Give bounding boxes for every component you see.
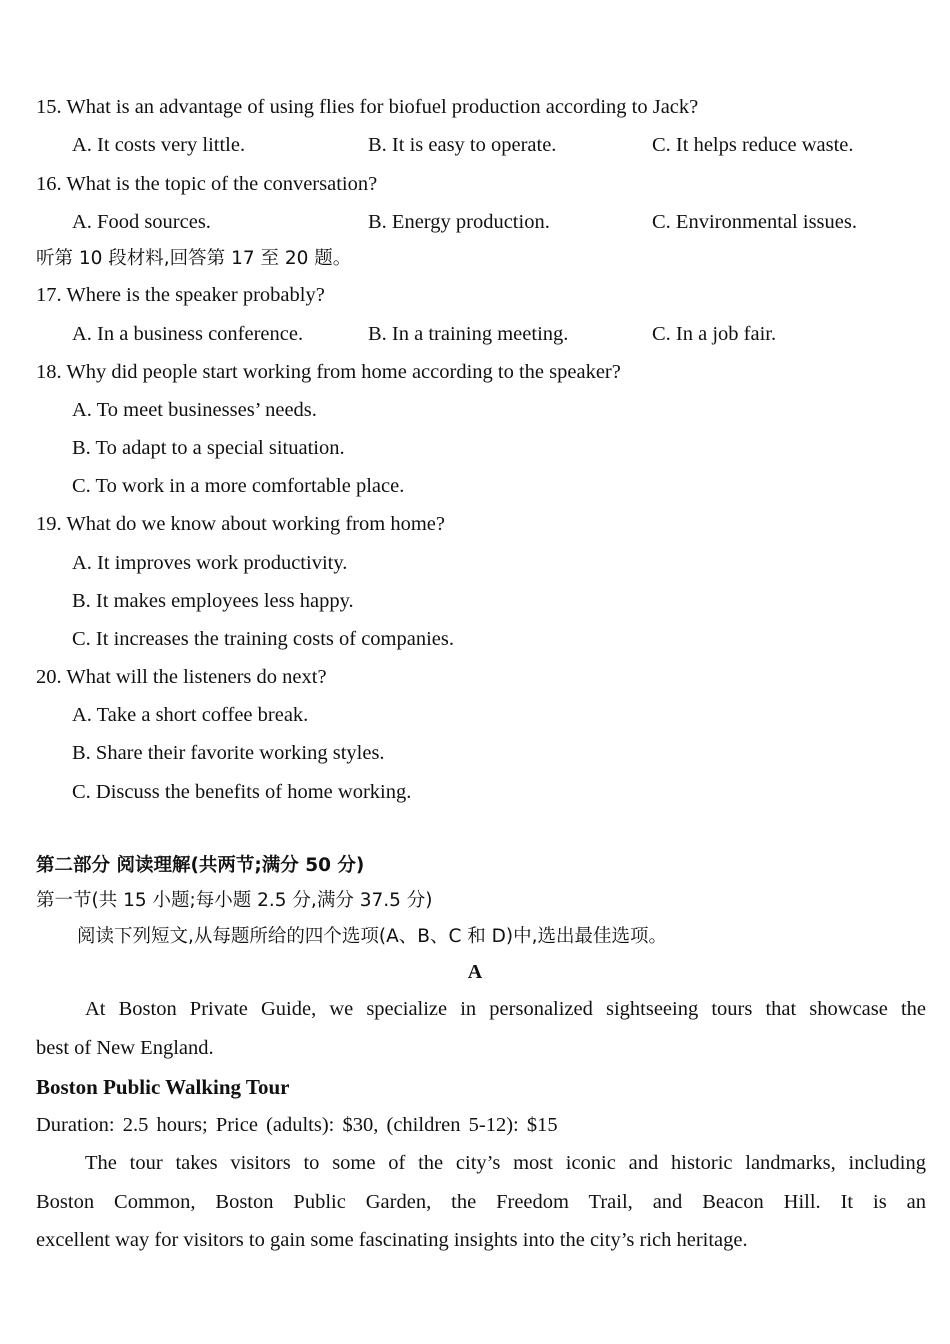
question-17-option-c: C. In a job fair. <box>652 323 777 345</box>
tour-description-line-3: excellent way for visitors to gain some fascinating insights into the city’s rich heritage. <box>36 1229 748 1251</box>
question-15-option-b: B. It is easy to operate. <box>368 134 557 156</box>
question-19-stem: 19. What do we know about working from home? <box>36 513 445 535</box>
question-16-option-a: A. Food sources. <box>72 211 211 233</box>
question-20-stem: 20. What will the listeners do next? <box>36 666 327 688</box>
question-15-option-c: C. It helps reduce waste. <box>652 134 854 156</box>
passage-intro-line-2: best of New England. <box>36 1036 214 1059</box>
question-16-stem: 16. What is the topic of the conversation? <box>36 173 378 195</box>
tour-duration-price: Duration: 2.5 hours; Price (adults): $30, (children 5-12): $15 <box>36 1114 558 1136</box>
passage-label: A <box>467 961 483 983</box>
listening-section-10-instruction: 听第 10 段材料,回答第 17 至 20 题。 <box>36 248 352 269</box>
question-17-stem: 17. Where is the speaker probably? <box>36 284 325 306</box>
question-18-option-c: C. To work in a more comfortable place. <box>72 475 405 497</box>
question-18-option-a: A. To meet businesses’ needs. <box>72 399 317 421</box>
part-2-section-1-heading: 第一节(共 15 小题;每小题 2.5 分,满分 37.5 分) <box>36 890 433 911</box>
question-17-option-a: A. In a business conference. <box>72 323 304 345</box>
question-15-stem: 15. What is an advantage of using flies for biofuel production according to Jack? <box>36 96 699 118</box>
passage-intro <box>36 990 926 1067</box>
question-20-option-c: C. Discuss the benefits of home working. <box>72 781 412 803</box>
tour-description <box>36 1144 926 1260</box>
tour-description-line-1: The tour takes visitors to some of the city’s most iconic and historic landmarks, including <box>85 1152 926 1174</box>
question-20-option-b: B. Share their favorite working styles. <box>72 742 385 764</box>
question-18-option-b: B. To adapt to a special situation. <box>72 437 345 459</box>
tour-title: Boston Public Walking Tour <box>36 1075 290 1099</box>
question-16-option-b: B. Energy production. <box>368 211 550 233</box>
part-2-instruction: 阅读下列短文,从每题所给的四个选项(A、B、C 和 D)中,选出最佳选项。 <box>77 926 667 947</box>
tour-description-line-2: Boston Common, Boston Public Garden, the Freedom Trail, and Beacon Hill. It is an <box>36 1190 926 1213</box>
passage-intro-line-1: At Boston Private Guide, we specialize in personalized sightseeing tours that showcase the <box>85 998 926 1020</box>
question-19-option-c: C. It increases the training costs of companies. <box>72 628 454 650</box>
question-19-option-b: B. It makes employees less happy. <box>72 590 354 612</box>
question-19-option-a: A. It improves work productivity. <box>72 552 348 574</box>
question-16-option-c: C. Environmental issues. <box>652 211 857 233</box>
question-17-option-b: B. In a training meeting. <box>368 323 569 345</box>
part-2-title: 第二部分 阅读理解(共两节;满分 50 分) <box>36 855 365 876</box>
question-18-stem: 18. Why did people start working from home according to the speaker? <box>36 361 621 383</box>
question-15-option-a: A. It costs very little. <box>72 134 246 156</box>
question-20-option-a: A. Take a short coffee break. <box>72 704 309 726</box>
